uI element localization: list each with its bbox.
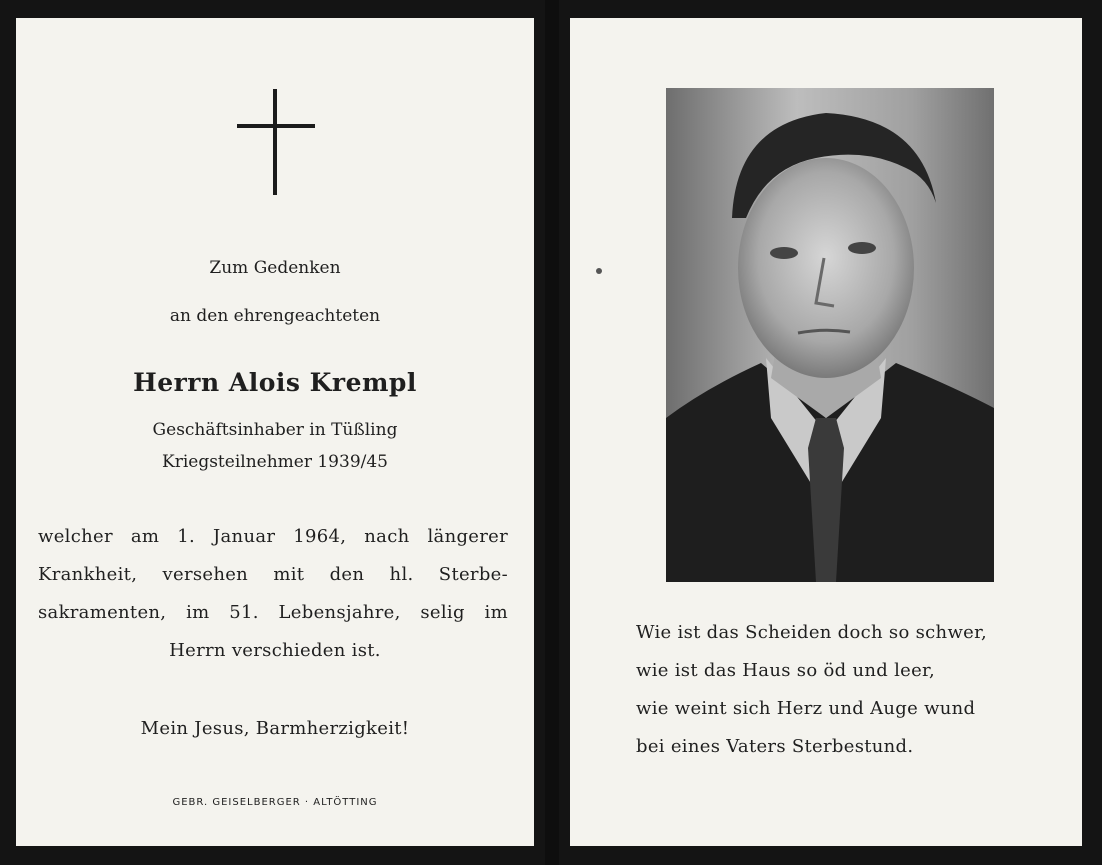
verse-line-2: wie ist das Haus so öd und leer, [636, 660, 935, 681]
memorial-photo-card [570, 18, 1082, 846]
service-line: Kriegsteilnehmer 1939/45 [162, 452, 388, 472]
body-line-3: sakramenten, im 51. Lebensjahre, selig im [38, 602, 508, 623]
verse-line-4: bei eines Vaters Sterbestund. [636, 736, 914, 757]
body-line-1: welcher am 1. Januar 1964, nach längerer [38, 526, 508, 547]
memorial-text-card [16, 18, 534, 846]
paper-blemish [596, 268, 602, 274]
printer-imprint: GEBR. GEISELBERGER · ALTÖTTING [172, 797, 378, 808]
card-fold [545, 0, 559, 865]
cross-icon [237, 89, 315, 195]
verse-line-3: wie weint sich Herz und Auge wund [636, 698, 976, 719]
deceased-name: Herrn Alois Krempl [133, 368, 417, 397]
portrait-photo [666, 88, 994, 582]
occupation-line: Geschäftsinhaber in Tüßling [152, 420, 398, 440]
heading-honored: an den ehrengeachteten [169, 306, 381, 326]
body-line-2: Krankheit, versehen mit den hl. Sterbe- [38, 564, 508, 585]
prayer-line: Mein Jesus, Barmherzigkeit! [140, 718, 410, 739]
verse-line-1: Wie ist das Scheiden doch so schwer, [636, 622, 988, 643]
heading-remembrance: Zum Gedenken [209, 258, 341, 278]
body-line-4: Herrn verschieden ist. [169, 640, 381, 661]
